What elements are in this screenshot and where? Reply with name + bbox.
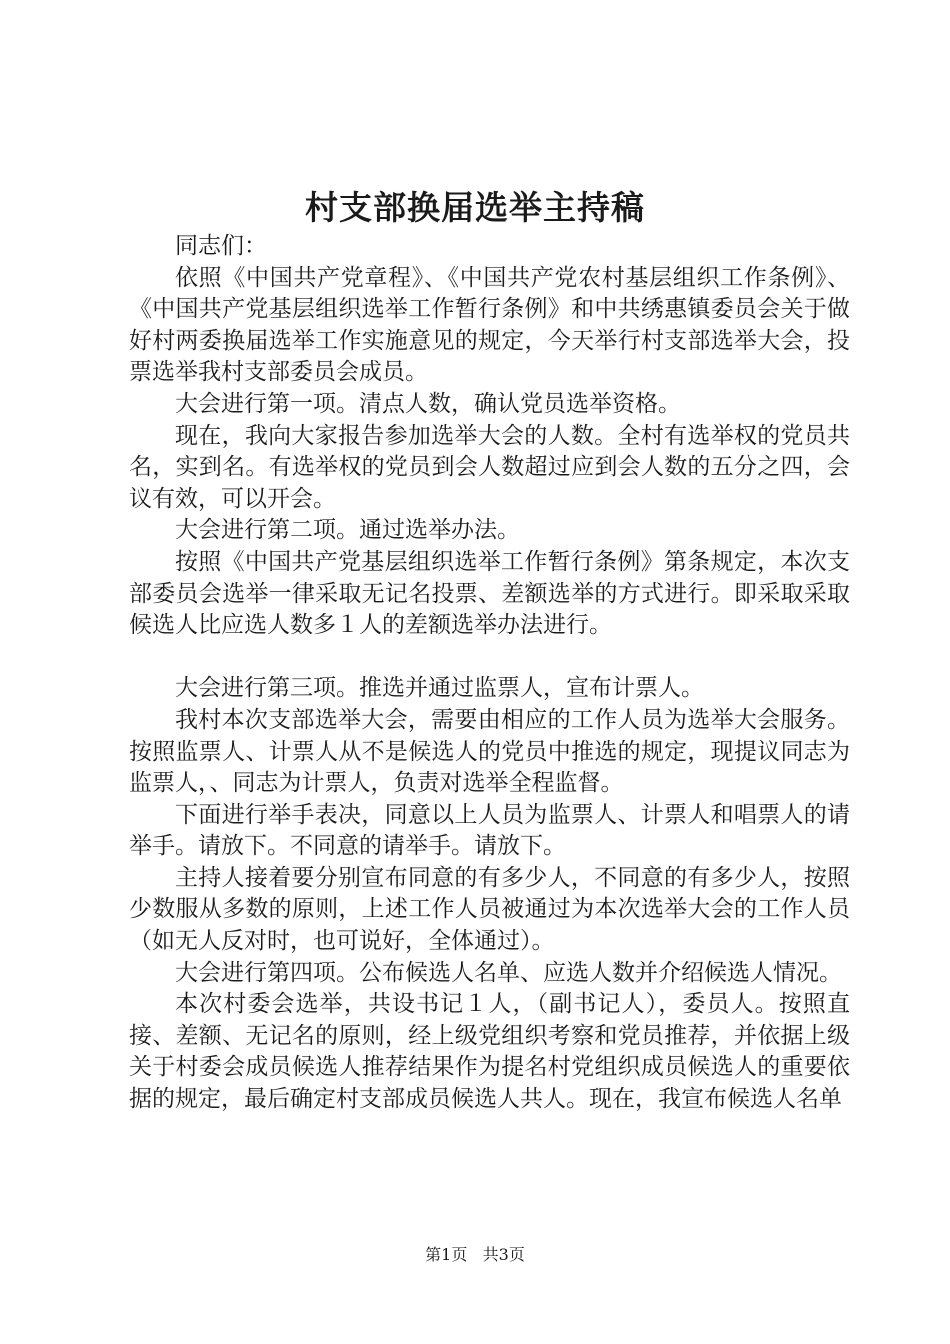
page-number: 第1页: [425, 1245, 468, 1264]
paragraph-scrutineer-proposal: 我村本次支部选举大会，需要由相应的工作人员为选举大会服务。按照监票人、计票人从不是候选人的党员中推选的规定，现提议同志为监票人，、同志为计票人，负责对选举全程监督。: [129, 706, 850, 797]
salutation: 同志们：: [175, 233, 267, 259]
paragraph-item-2: 大会进行第二项。通过选举办法。: [175, 517, 520, 544]
paragraph-candidates: 本次村委会选举，共设书记１人，（副书记人），委员人。按照直接、差额、无记名的原则，经上级党组织考察和党员推荐，并依据上级关于村委会成员候选人推荐结果作为提名村党组织成员候选人的重要依据的规定，最后确定村支部成员候选人共人。现在，我宣布候选人名单: [129, 991, 850, 1113]
document-title: 村支部换届选举主持稿: [305, 188, 645, 227]
paragraph-vote-result: 主持人接着要分别宣布同意的有多少人，不同意的有多少人，按照少数服从多数的原则，上述工作人员被通过为本次选举大会的工作人员（如无人反对时，也可说好，全体通过）。: [129, 864, 850, 955]
page-footer: [0, 1244, 950, 1266]
paragraph-item-3: 大会进行第三项。推选并通过监票人，宣布计票人。: [175, 675, 704, 702]
paragraph-attendance-report: 现在，我向大家报告参加选举大会的人数。全村有选举权的党员共名，实到名。有选举权的党员到会人数超过应到会人数的五分之四，会议有效，可以开会。: [129, 422, 850, 512]
paragraph-basis: 依照《中国共产党章程》、《中国共产党农村基层组织工作条例》、《中国共产党基层组织选举工作暂行条例》和中共绣惠镇委员会关于做好村两委换届选举工作实施意见的规定，今天举行村支部选举大会，投票选举我村支部委员会成员。: [129, 264, 850, 386]
paragraph-item-1: 大会进行第一项。清点人数，确认党员选举资格。: [175, 390, 681, 417]
page-total: 共3页: [482, 1245, 525, 1264]
paragraph-show-of-hands: 下面进行举手表决，同意以上人员为监票人、计票人和唱票人的请举手。请放下。不同意的请举手。请放下。: [129, 801, 850, 860]
paragraph-election-method: 按照《中国共产党基层组织选举工作暂行条例》第条规定，本次支部委员会选举一律采取无记名投票、差额选举的方式进行。即采取采取候选人比应选人数多１人的差额选举办法进行。: [129, 548, 850, 639]
paragraph-item-4: 大会进行第四项。公布候选人名单、应选人数并介绍候选人情况。: [175, 959, 842, 986]
document-body: [129, 231, 850, 1116]
